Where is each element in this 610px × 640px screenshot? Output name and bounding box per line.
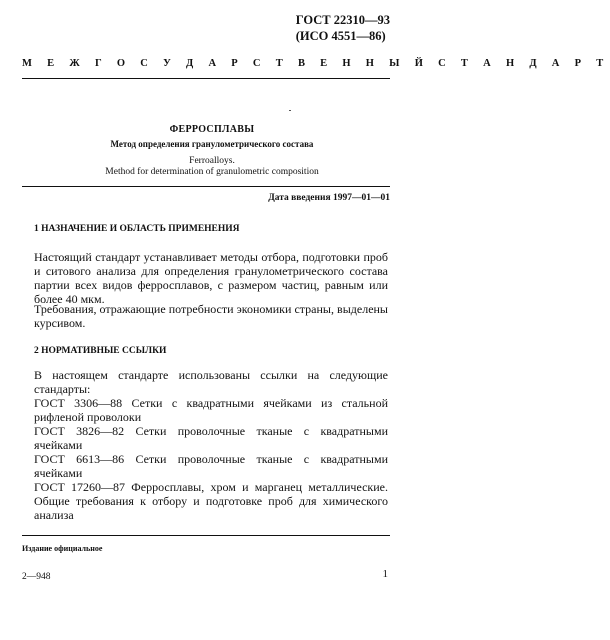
gost-number: ГОСТ 22310—93 <box>295 13 390 27</box>
top-divider <box>22 78 390 79</box>
document-subtitle: Метод определения гранулометрического состава <box>110 139 314 149</box>
reference-item: ГОСТ 3306—88 Сетки с квадратными ячейками из стальной рифленой проволоки <box>34 396 388 424</box>
page-number: 1 <box>382 568 388 580</box>
scan-speck <box>289 110 291 111</box>
reference-item: ГОСТ 3826—82 Сетки проволочные тканые с квадратными ячейками <box>34 424 388 452</box>
section-2-lead: В настоящем стандарте использованы ссылки на следующие стандарты: <box>34 368 388 396</box>
english-subtitle: Method for determination of granulometric composition <box>105 167 319 177</box>
reference-item: ГОСТ 6613—86 Сетки проволочные тканые с квадратными ячейками <box>34 452 388 480</box>
english-title: Ferroalloys. <box>189 156 235 166</box>
section-2-body <box>34 368 388 522</box>
section-1-paragraph-2: Требования, отражающие потребности экономики страны, выделены курсивом. <box>34 302 388 330</box>
standard-type-banner: М Е Ж Г О С У Д А Р С Т В Е Н Н Ы Й С Т А Н Д А Р Т <box>22 58 610 69</box>
standard-number-block <box>296 12 390 44</box>
title-divider <box>22 186 390 187</box>
official-edition-label: Издание официальное <box>22 544 103 553</box>
section-2-heading: 2 НОРМАТИВНЫЕ ССЫЛКИ <box>34 346 167 356</box>
section-1-paragraph-1: Настоящий стандарт устанавливает методы отбора, подготовки проб и ситового анализа для определения гранулометрического состава партии всех видов ферросплавов, с размером частиц, равным или более 40 мкм. <box>34 250 388 306</box>
footer-divider <box>22 535 390 536</box>
reference-item: ГОСТ 17260—87 Ферросплавы, хром и марганец металлические. Общие требования к отбору и подготовке проб для химического анализа <box>34 480 388 522</box>
english-title-block <box>0 156 424 178</box>
introduction-date: Дата введения 1997—01—01 <box>268 193 390 203</box>
document-title: ФЕРРОСПЛАВЫ <box>169 124 255 135</box>
section-1-heading: 1 НАЗНАЧЕНИЕ И ОБЛАСТЬ ПРИМЕНЕНИЯ <box>34 224 240 234</box>
print-code: 2—948 <box>22 572 51 582</box>
iso-number: (ИСО 4551—86) <box>295 29 386 43</box>
